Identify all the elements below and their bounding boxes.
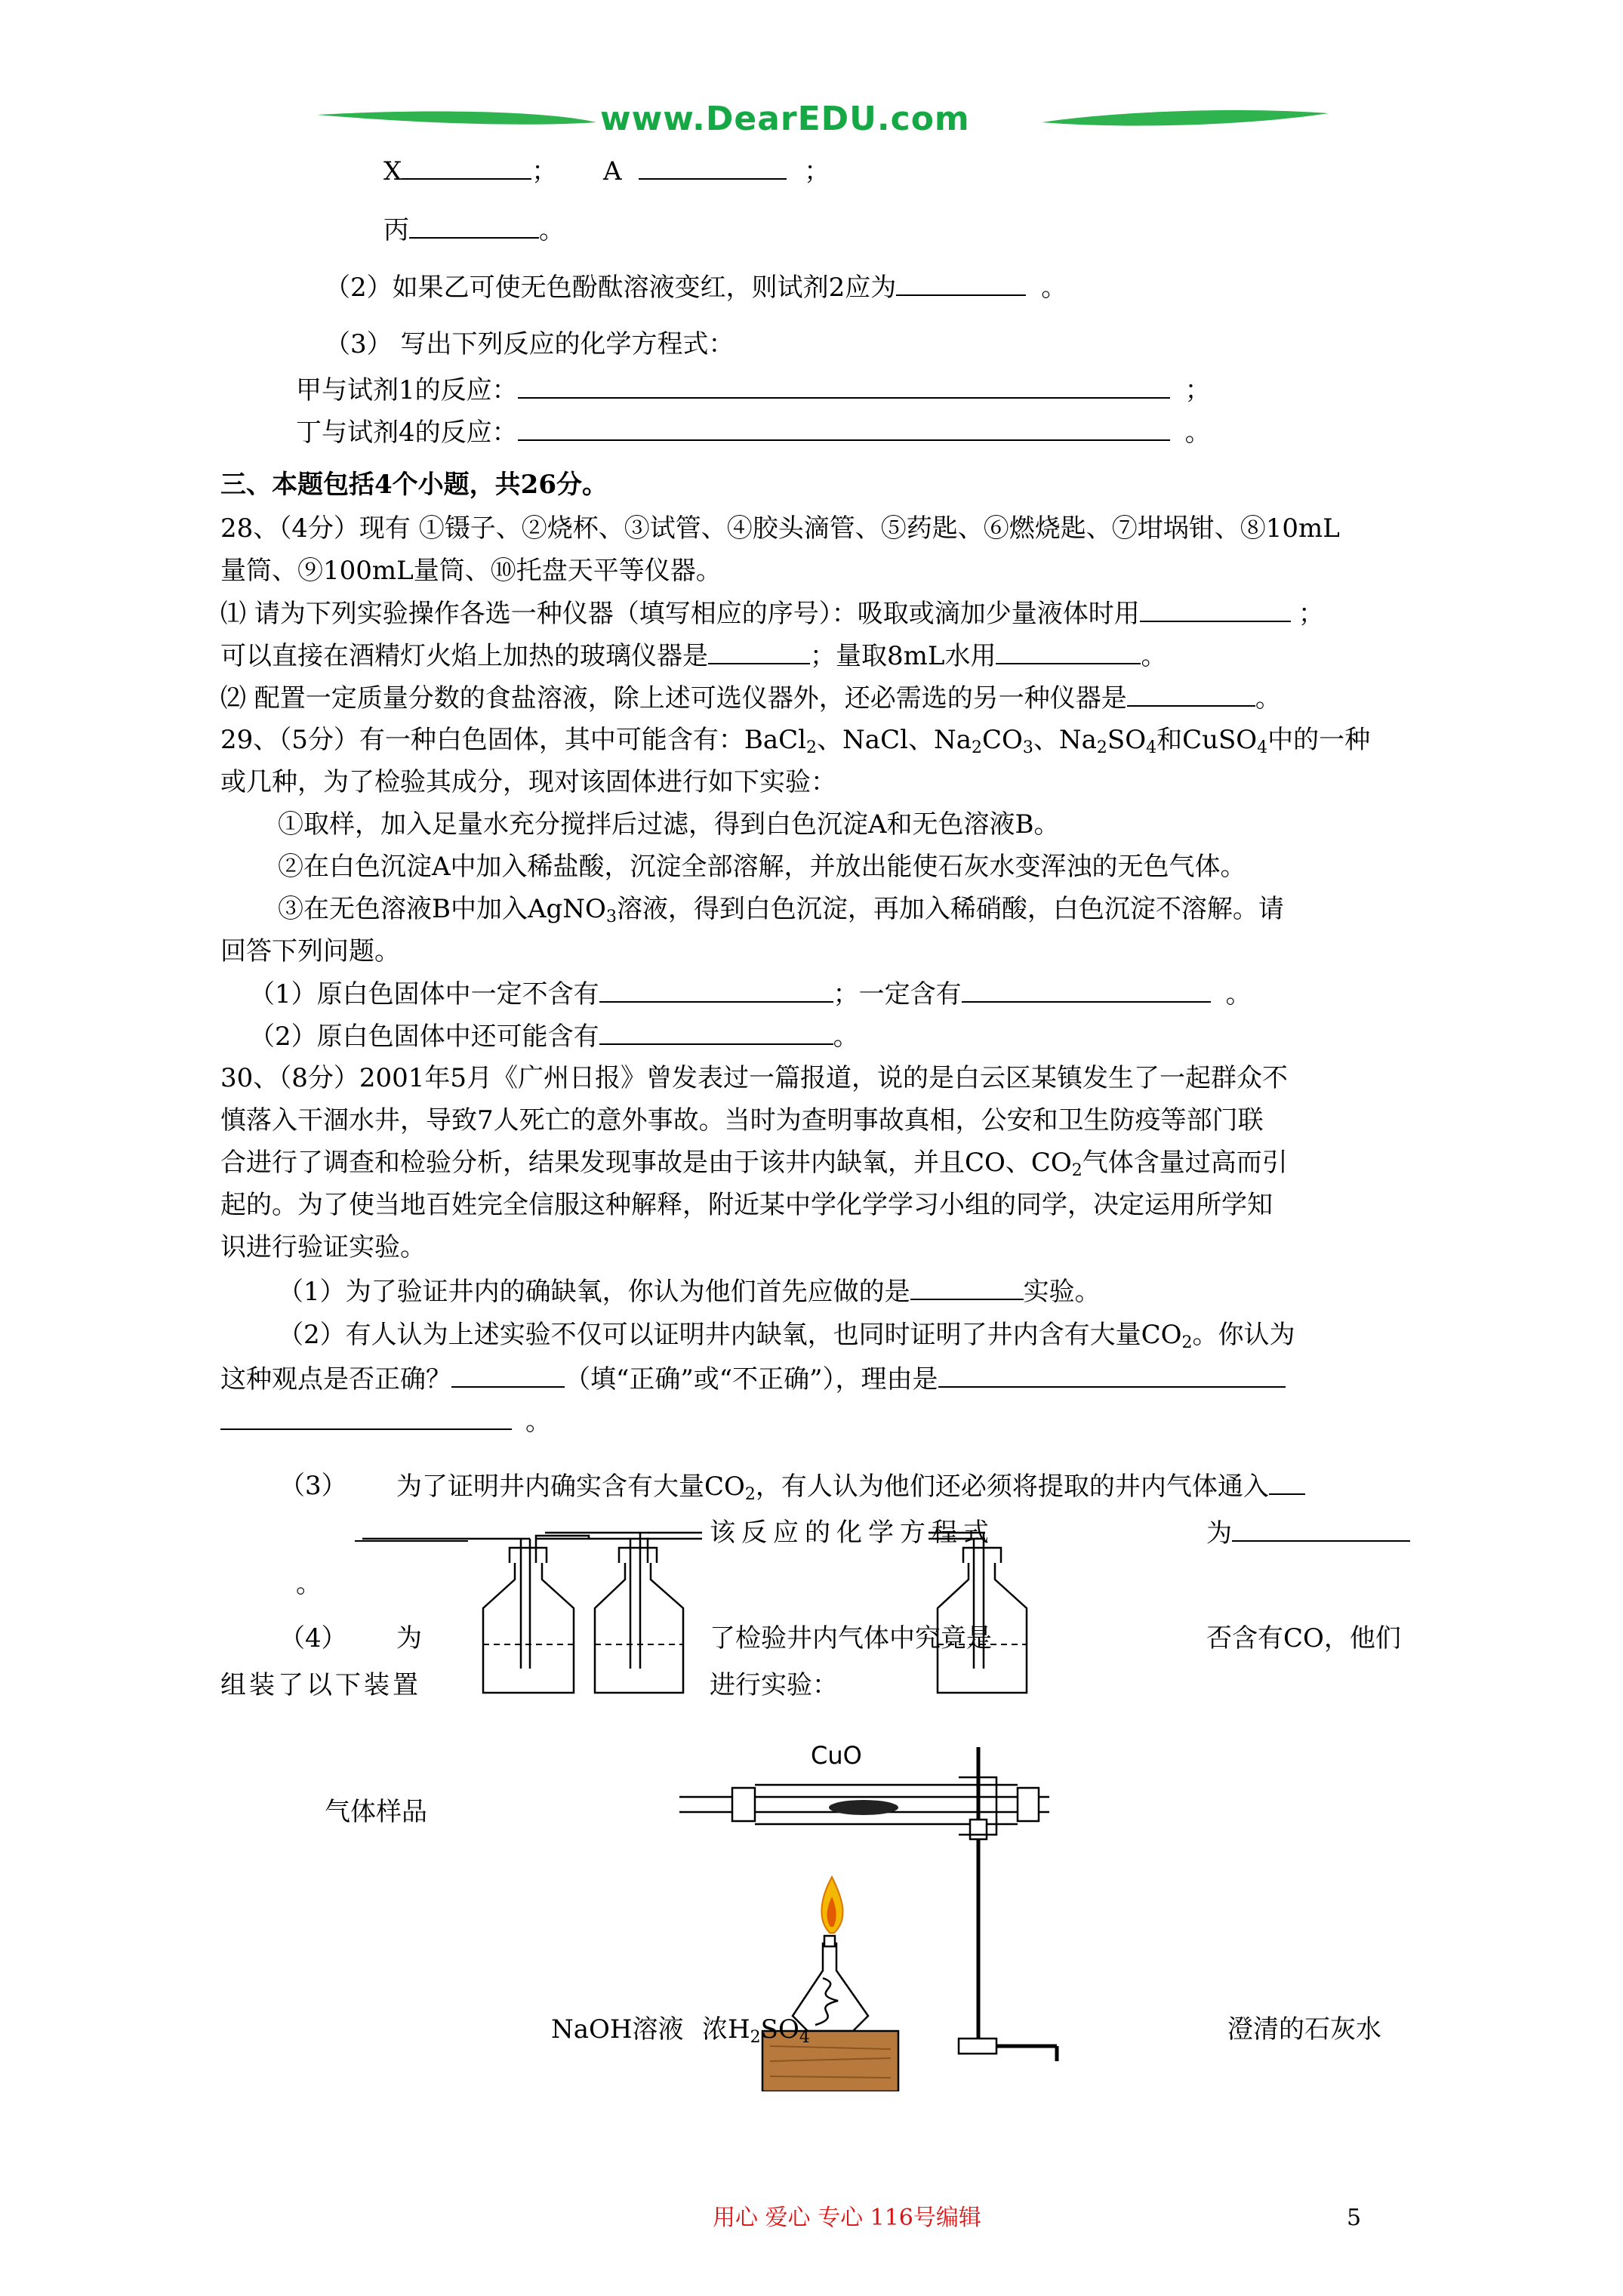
q29-line1: 29、（5分）有一种白色固体，其中可能含有：BaCl$_2$、NaCl、$Na_2CO_3$、$Na_2SO_4$和CuSO$_4$中的一种: [220, 725, 1371, 757]
q27-part3: （3） 写出下列反应的化学方程式：: [325, 329, 735, 359]
q30-part3-dot: 。: [296, 1569, 322, 1599]
q27-a-label: A: [603, 156, 622, 186]
q30-part3-wei: 为: [1206, 1518, 1410, 1549]
q30-line1: 30、（8分）2001年5月《广州日报》曾发表过一篇报道，说的是白云区某镇发生了一起群众不: [220, 1063, 1289, 1093]
lamp-wick-holder: [824, 1936, 835, 1946]
q29-line2: 或几种，为了检验其成分，现对该固体进行如下实验：: [220, 767, 836, 797]
q30-answer1: （1）为了验证井内的确缺氧，你认为他们首先应做的是 实验。: [278, 1277, 1101, 1307]
lamp-wick: [815, 1978, 838, 2025]
bottle3-stopper: [963, 1548, 1001, 1563]
q29-step2: ②在白色沉淀A中加入稀盐酸，沉淀全部溶解，并放出能使石灰水变浑浊的无色气体。: [278, 852, 1246, 882]
bottle2-stopper: [619, 1548, 657, 1563]
q29-step1: ①取样，加入足量水充分搅拌后过滤，得到白色沉淀A和无色溶液B。: [278, 809, 1060, 840]
q27-line1: X ； A ；: [383, 156, 830, 186]
site-title[interactable]: www.DearEDU.com: [600, 100, 970, 138]
q30-part3-eq: 该反应的化学方程式: [710, 1518, 995, 1548]
blank-q29-3[interactable]: [599, 1021, 833, 1045]
q30-part4-l2b: 进行实验：: [710, 1670, 838, 1700]
q28-line5: ⑵ 配置一定质量分数的食盐溶液，除上述可选仪器外，还必需选的另一种仪器是 。: [220, 683, 1281, 713]
q28-line4: 可以直接在酒精灯火焰上加热的玻璃仪器是 ；量取8mL水用 。: [220, 641, 1167, 671]
q29-step3: ③在无色溶液B中加入AgNO$_3$溶液，得到白色沉淀，再加入稀硝酸，白色沉淀不溶解。请: [278, 894, 1284, 926]
blank-q30-3[interactable]: [938, 1364, 1286, 1388]
q27-reaction1: 甲与试剂1的反应： ；: [296, 375, 1211, 405]
blank-q30-7[interactable]: [1232, 1518, 1410, 1542]
blank-bing[interactable]: [409, 214, 539, 239]
q28-line1: 28、（4分）现有 ①镊子、②烧杯、③试管、④胶头滴管、⑤药匙、⑥燃烧匙、⑦坩埚钳、⑧10mL: [220, 513, 1340, 544]
header-swoosh-left: [317, 111, 596, 124]
blank-q28-1[interactable]: [1140, 598, 1291, 622]
label-limewater: 澄清的石灰水: [1227, 2014, 1381, 2045]
blank-q28-3[interactable]: [996, 640, 1141, 664]
q30-line2: 慎落入干涸水井，导致7人死亡的意外事故。当时为查明事故真相，公安和卫生防疫等部门联: [220, 1105, 1264, 1136]
left-stopper: [732, 1788, 755, 1821]
stand-foot: [959, 2039, 996, 2054]
q30-answer2-line1: （2）有人认为上述实验不仅可以证明井内缺氧，也同时证明了井内含有大量$CO_2$。你认为: [278, 1320, 1295, 1352]
blank-a[interactable]: [639, 156, 787, 180]
q29-answer2: （2）原白色固体中还可能含有 。: [249, 1022, 859, 1052]
blank-q28-4[interactable]: [1127, 683, 1255, 707]
q28-line2: 量筒、⑨100mL量筒、⑩托盘天平等仪器。: [220, 556, 722, 586]
label-cuo: CuO: [811, 1741, 862, 1770]
page-number: 5: [1347, 2205, 1362, 2231]
blank-eq2[interactable]: [518, 417, 1170, 441]
q30-line4: 起的。为了使当地百姓完全信服这种解释，附近某中学化学学习小组的同学，决定运用所学知: [220, 1190, 1273, 1220]
bottle1-body: [483, 1563, 574, 1693]
blank-eq1[interactable]: [518, 374, 1170, 399]
q27-reaction2: 丁与试剂4的反应： 。: [296, 418, 1211, 448]
q29-answer1: （1）原白色固体中一定不含有 ；一定含有 。: [249, 979, 1252, 1009]
blank-q30-4[interactable]: [220, 1406, 512, 1430]
blank-q30-1[interactable]: [910, 1276, 1024, 1300]
right-stopper: [1018, 1788, 1039, 1821]
q30-answer2-line2: 这种观点是否正确？ （填“正确”或“不正确”），理由是: [220, 1364, 1286, 1395]
label-naoh: NaOH溶液: [551, 2014, 684, 2045]
blank-q30-5[interactable]: [1269, 1471, 1305, 1495]
q30-line3: 合进行了调查和检验分析，结果发现事故是由于该井内缺氧，并且CO、$CO_2$气体含量过高而引: [220, 1148, 1288, 1180]
blank-q29-2[interactable]: [962, 978, 1211, 1003]
blank-q28-2[interactable]: [708, 640, 810, 664]
q30-line5: 识进行验证实验。: [220, 1232, 426, 1262]
label-h2so4: 浓$H_2SO_4$: [702, 2014, 810, 2047]
q30-part4-num: （4）: [279, 1623, 347, 1653]
q27-x-label: X: [383, 156, 402, 186]
q30-answer2-line3: 。: [220, 1406, 551, 1438]
gas-bottles-diagram: [347, 1518, 1223, 1706]
blank-q30-2[interactable]: [451, 1364, 565, 1388]
q27-part2: （2）如果乙可使无色酚酞溶液变红，则试剂2应为 。: [325, 273, 1067, 303]
q30-part3-text: 为了证明井内确实含有大量$CO_2$，有人认为他们还必须将提取的井内气体通入: [396, 1471, 1305, 1502]
blank-q29-1[interactable]: [599, 978, 833, 1003]
clamp-holder: [970, 1820, 987, 1839]
blank-x[interactable]: [402, 156, 531, 180]
footer-text: 用心 爱心 专心 116号编辑: [713, 2205, 981, 2231]
cuo-powder: [829, 1800, 898, 1815]
q27-sep: ；: [531, 156, 558, 186]
label-gas-sample: 气体样品: [325, 1797, 427, 1827]
q30-part4-wei: 为: [396, 1623, 422, 1653]
bottle3-body: [938, 1563, 1027, 1693]
header-swoosh-right: [1042, 110, 1329, 126]
bottle1-stopper: [510, 1548, 547, 1563]
section-3-heading: 三、本题包括4个小题，共26分。: [220, 470, 608, 500]
bottle2-body: [595, 1563, 683, 1693]
q30-part4-l2a: 组装了以下装置: [220, 1670, 421, 1700]
q30-part3-num: （3）: [279, 1471, 347, 1501]
q30-part4-mid: 了检验井内气体中究竟是: [710, 1623, 992, 1653]
q27-line2: 丙 。: [383, 215, 565, 245]
q29-line4: 回答下列问题。: [220, 936, 400, 966]
q28-line3: ⑴ 请为下列实验操作各选一种仪器（填写相应的序号）：吸取或滴加少量液体时用 ；: [220, 599, 1324, 629]
q30-part4-right: 否含有CO，他们: [1206, 1623, 1401, 1653]
blank-reagent2[interactable]: [896, 272, 1026, 296]
